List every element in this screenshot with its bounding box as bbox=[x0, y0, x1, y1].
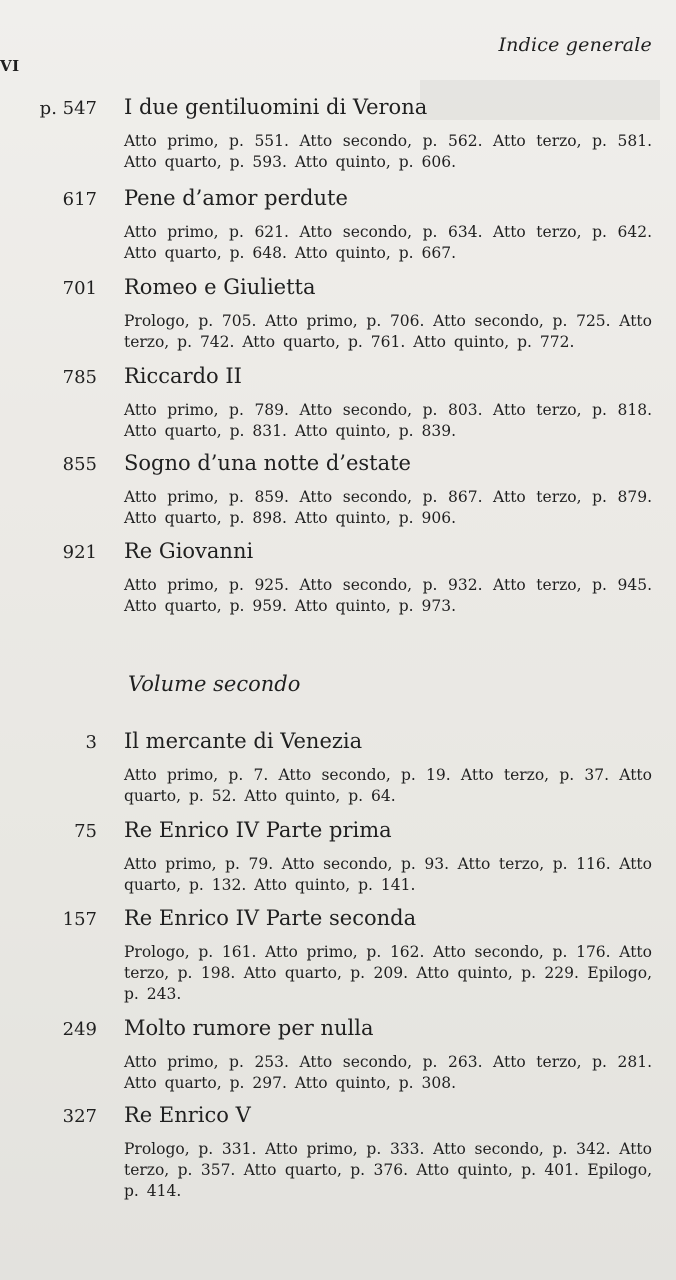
entry-acts: Prologo, p. 331. Atto primo, p. 333. Atto secondo, p. 342. Atto terzo, p. 357. Atto quarto, p. 376. Atto quinto, p. 401. Epilogo, p. 414. bbox=[124, 1140, 652, 1200]
entry-title: Re Giovanni bbox=[124, 539, 254, 563]
entry-title: Pene d’amor perdute bbox=[124, 186, 348, 210]
entry-page: 785 bbox=[62, 367, 97, 388]
entry-page: 75 bbox=[74, 821, 97, 842]
entry-acts: Atto primo, p. 789. Atto secondo, p. 803. Atto terzo, p. 818. Atto quarto, p. 831. Atto quinto, p. 839. bbox=[124, 401, 652, 440]
running-title: Indice generale bbox=[498, 34, 652, 56]
page-number: VI bbox=[0, 57, 20, 75]
entry-page: 855 bbox=[62, 454, 97, 475]
bleed-through-shadow bbox=[420, 80, 660, 120]
entry-page: 249 bbox=[62, 1019, 97, 1040]
entry-title: Riccardo II bbox=[124, 364, 242, 388]
entry-title: Molto rumore per nulla bbox=[124, 1016, 374, 1040]
entry-page: 921 bbox=[62, 542, 97, 563]
entry-page: 617 bbox=[62, 189, 97, 210]
entry-acts: Atto primo, p. 253. Atto secondo, p. 263. Atto terzo, p. 281. Atto quarto, p. 297. Atto quinto, p. 308. bbox=[124, 1053, 652, 1092]
entry-title: Re Enrico IV Parte seconda bbox=[124, 906, 417, 930]
entry-title: Re Enrico V bbox=[124, 1103, 251, 1127]
entry-acts: Prologo, p. 161. Atto primo, p. 162. Atto secondo, p. 176. Atto terzo, p. 198. Atto quarto, p. 209. Atto quinto, p. 229. Epilogo, p. 243. bbox=[124, 943, 652, 1003]
entry-title: Sogno d’una notte d’estate bbox=[124, 451, 411, 475]
entry-title: Il mercante di Venezia bbox=[124, 729, 363, 753]
entry-acts: Atto primo, p. 79. Atto secondo, p. 93. Atto terzo, p. 116. Atto quarto, p. 132. Atto quinto, p. 141. bbox=[124, 855, 652, 894]
entry-page: 701 bbox=[62, 278, 97, 299]
entry-page: 3 bbox=[85, 732, 97, 753]
entry-page: 157 bbox=[62, 909, 97, 930]
entry-acts: Atto primo, p. 7. Atto secondo, p. 19. Atto terzo, p. 37. Atto quarto, p. 52. Atto quinto, p. 64. bbox=[124, 766, 652, 805]
entry-acts: Atto primo, p. 621. Atto secondo, p. 634. Atto terzo, p. 642. Atto quarto, p. 648. Atto quinto, p. 667. bbox=[124, 223, 652, 262]
volume-heading: Volume secondo bbox=[128, 672, 301, 696]
entry-title: I due gentiluomini di Verona bbox=[124, 95, 428, 119]
entry-acts: Atto primo, p. 859. Atto secondo, p. 867. Atto terzo, p. 879. Atto quarto, p. 898. Atto quinto, p. 906. bbox=[124, 488, 652, 527]
entry-title: Re Enrico IV Parte prima bbox=[124, 818, 392, 842]
entry-title: Romeo e Giulietta bbox=[124, 275, 316, 299]
entry-page: p. 547 bbox=[39, 98, 97, 119]
entry-acts: Atto primo, p. 925. Atto secondo, p. 932. Atto terzo, p. 945. Atto quarto, p. 959. Atto quinto, p. 973. bbox=[124, 576, 652, 615]
entry-acts: Prologo, p. 705. Atto primo, p. 706. Atto secondo, p. 725. Atto terzo, p. 742. Atto quarto, p. 761. Atto quinto, p. 772. bbox=[124, 312, 652, 351]
entry-acts: Atto primo, p. 551. Atto secondo, p. 562. Atto terzo, p. 581. Atto quarto, p. 593. Atto quinto, p. 606. bbox=[124, 132, 652, 171]
entry-page: 327 bbox=[62, 1106, 97, 1127]
